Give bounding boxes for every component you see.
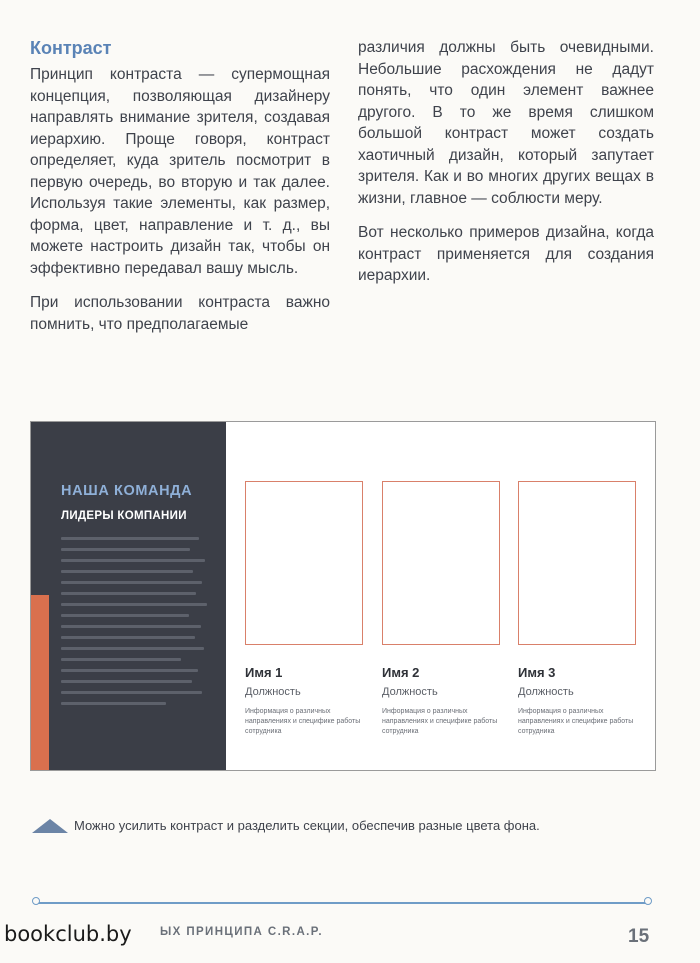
card-role-2: Должность: [382, 686, 438, 698]
card-role-3: Должность: [518, 686, 574, 698]
accent-bar: [31, 595, 49, 770]
caption-text: Можно усилить контраст и разделить секции, обеспечив разные цвета фона.: [74, 818, 540, 833]
right-column: [358, 37, 654, 300]
figure-caption: [32, 818, 540, 833]
rule-end-dot-left: [32, 897, 40, 905]
card-name-3: Имя 3: [518, 665, 556, 680]
example-figure: [30, 421, 656, 771]
photo-frame-1: [245, 481, 363, 645]
card-name-2: Имя 2: [382, 665, 420, 680]
photo-frame-2: [382, 481, 500, 645]
card-info-2: Информация о различных направлениях и специфике работы сотрудника: [382, 708, 498, 735]
team-subtitle: ЛИДЕРЫ КОМПАНИИ: [61, 510, 187, 522]
card-name-1: Имя 1: [245, 665, 283, 680]
rule-end-dot-right: [644, 897, 652, 905]
footer-rule: [36, 902, 648, 904]
body-paragraph: Принцип контраста — супермощная концепция, позволяющая дизайнеру направлять внимание зрителя, создавая иерархию. Проще говоря, контраст определяет, куда зритель посмотрит в первую очередь, во вторую и так далее. Используя такие элементы, как размер, форма, цвет, направление и т. д., вы можете настроить дизайн так, чтобы он эффективно передавал вашу мысль.: [30, 66, 330, 277]
card-info-3: Информация о различных направлениях и специфике работы сотрудника: [518, 708, 634, 735]
watermark: bookclub.by: [4, 922, 132, 946]
team-title: НАША КОМАНДА: [61, 483, 193, 499]
body-paragraph: При использовании контраста важно помнить, что предполагаемые: [30, 294, 330, 333]
triangle-icon: [32, 819, 68, 833]
card-info-1: Информация о различных направлениях и специфике работы сотрудника: [245, 708, 361, 735]
placeholder-text-lines: [61, 537, 211, 713]
photo-frame-3: [518, 481, 636, 645]
card-role-1: Должность: [245, 686, 301, 698]
dark-side-panel: [31, 422, 226, 770]
page-number: 15: [628, 926, 650, 947]
running-title: ЫХ ПРИНЦИПА C.R.A.P.: [160, 926, 323, 938]
left-column: [30, 36, 330, 348]
section-heading: Контраст: [30, 38, 112, 58]
body-paragraph: различия должны быть очевидными. Небольшие расхождения не дадут понять, что один элемент важнее другого. В то же время слишком большой контраст может создать хаотичный дизайн, который запутает зрителя. Как и во многих других вещах в жизни, главное — соблюсти меру.: [358, 39, 654, 207]
body-paragraph: Вот несколько примеров дизайна, когда контраст применяется для создания иерархии.: [358, 224, 654, 284]
